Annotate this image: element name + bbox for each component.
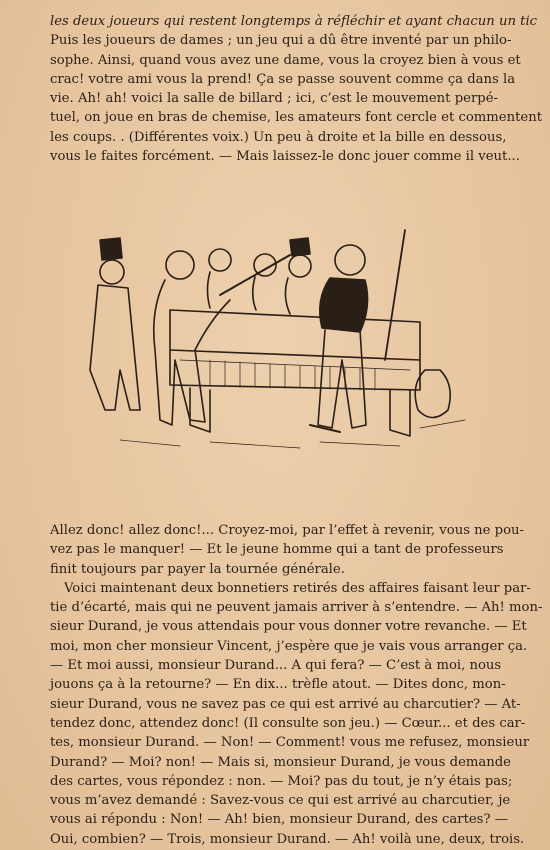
text-line: tie d’écarté, mais qui ne peuvent jamais arriver à s’entendre. — Ah! mon- <box>50 600 543 616</box>
text-line: jouons ça à la retourne? — En dix... trèfle atout. — Dites donc, mon- <box>50 677 506 693</box>
text-line: des cartes, vous répondez : non. — Moi? pas du tout, je n’y étais pas; <box>50 773 513 789</box>
text-line: sieur Durand, je vous attendais pour vous donner votre revanche. — Et <box>50 619 527 635</box>
text-line: sieur Durand, vous ne savez pas ce qui est arrivé au charcutier? — At- <box>50 696 521 712</box>
text-line: tuel, on joue en bras de chemise, les amateurs font cercle et commentent <box>50 110 542 126</box>
billiard-illustration <box>60 210 480 470</box>
text-line: Allez donc! allez donc!... Croyez-moi, par l’effet à revenir, vous ne pou- <box>50 523 524 538</box>
text-line: tes, monsieur Durand. — Non! — Comment! vous me refusez, monsieur <box>50 735 530 751</box>
text-line: les coups. . (Différentes voix.) Un peu à droite et la bille en dessous, <box>50 129 507 145</box>
text-line: vous le faites forcément. — Mais laissez-le donc jouer comme il veut... <box>50 149 520 165</box>
top-paragraph <box>50 12 542 166</box>
bottom-paragraph <box>50 521 543 849</box>
text-line: vez pas le manquer! — Et le jeune homme qui a tant de professeurs <box>50 542 504 558</box>
text-line: moi, mon cher monsieur Vincent, j’espère que je vais vous arranger ça. <box>50 638 528 654</box>
text-line: tendez donc, attendez donc! (Il consulte son jeu.) — Cœur... et des car- <box>50 715 526 731</box>
text-line: sophe. Ainsi, quand vous avez une dame, vous la croyez bien à vous et <box>50 52 521 68</box>
text-line: Voici maintenant deux bonnetiers retirés des affaires faisant leur par- <box>64 580 531 596</box>
text-line: Puis les joueurs de dames ; un jeu qui a dû être inventé par un philo- <box>50 33 512 49</box>
text-line: vous ai répondu : Non! — Ah! bien, monsieur Durand, des cartes? — <box>50 812 508 828</box>
text-line: crac! votre ami vous la prend! Ça se passe souvent comme ça dans la <box>50 71 516 87</box>
text-line: les deux joueurs qui restent longtemps à réfléchir et ayant chacun un tic <box>50 14 538 29</box>
text-line: finit toujours par payer la tournée générale. <box>50 561 345 577</box>
text-line: Oui, combien? — Trois, monsieur Durand. — Ah! voilà une, deux, trois. <box>50 831 525 847</box>
text-line: vie. Ah! ah! voici la salle de billard ; ici, c’est le mouvement perpé- <box>50 91 498 107</box>
text-line: vous m’avez demandé : Savez-vous ce qui est arrivé au charcutier, je <box>50 793 511 809</box>
text-line: — Et moi aussi, monsieur Durand... A qui fera? — C’est à moi, nous <box>50 658 502 674</box>
text-line: Durand? — Moi? non! — Mais si, monsieur Durand, je vous demande <box>50 754 511 770</box>
